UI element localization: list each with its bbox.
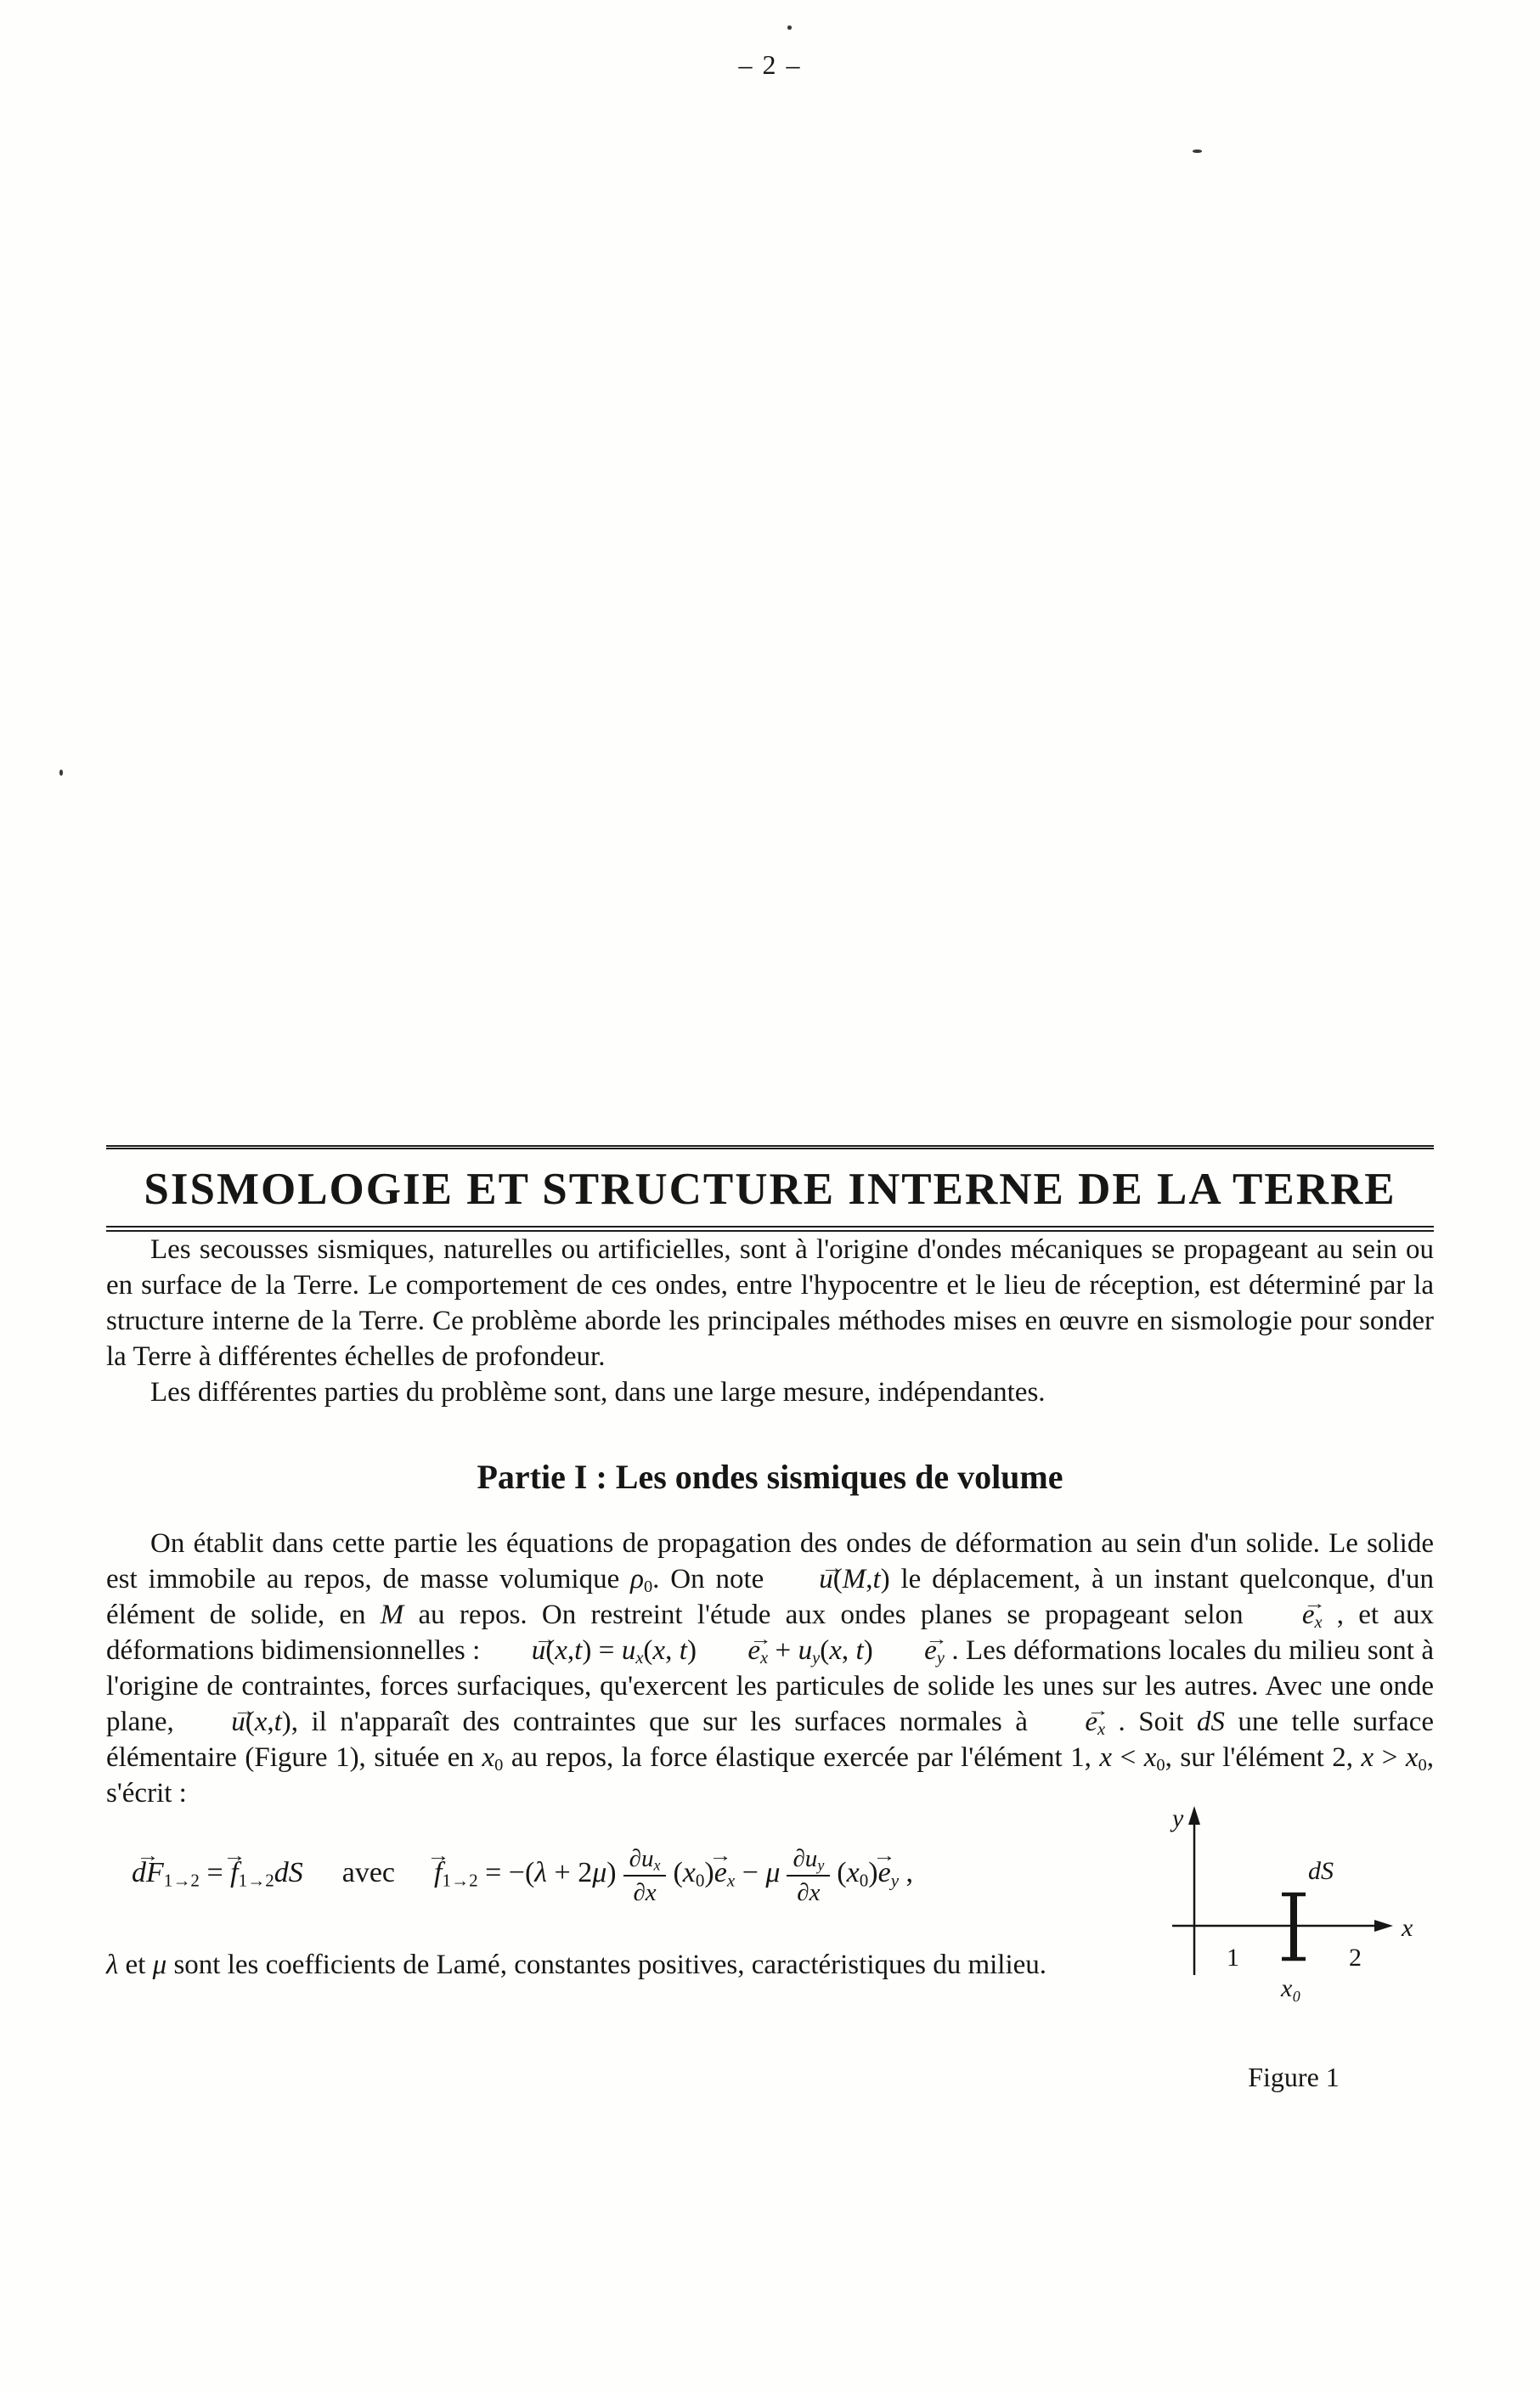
partial-derivative-uy-fraction [787,1843,830,1907]
intro-paragraph-2: Les différentes parties du problème sont, dans une large mesure, indépendantes. [150,1377,1046,1408]
fraction-denominator: ∂x [797,1879,821,1907]
partial-derivative-ux-fraction [623,1843,667,1907]
intro-paragraph-1: Les secousses sismiques, naturelles ou artificielles, sont à l'origine d'ondes mécaniques se propageant au sein ou en surface de la Terre. Le comportement de ces ondes, entre l'hypocentre et le lieu de réception, est déterminé par la structure interne de la Terre. Ce problème aborde les principales méthodes mises en œuvre en sismologie pour sonder la Terre à différentes échelles de profondeur. [106,1234,1434,1372]
equation-figure-row [106,1804,1434,2093]
part1-paragraph: On établit dans cette partie les équations de propagation des ondes de déformation au sein d'un solide. Le solide est immobile au repos, de masse volumique $\rho_0$. On note u →(M,t) le déplacement, à un instant quelconque, d'un élément de solide, en M au repos. On restreint l'étude aux ondes planes se propageant selon $e \to_x$ , et aux déformations bidimensionnelles : $u \to(x,t) = u_x(x$, t) $e \to_x + u_y(x$, t) $e \to_y$ . Les déformations locales du milieu sont à l'origine de contraintes, forces surfaciques, qu'exercent les particules de solide les unes sur les autres. Avec une onde plane, u →(x,t), il n'apparaît des contraintes que sur les surfaces normales à $e \to_x$ . Soit dS une telle surface élémentaire (Figure 1), située en $x_0$ au repos, la force élastique exercée par l'élément 1, $x < x_0$, sur l'élément 2, $x > x_0$, s'écrit : [106,1526,1434,1811]
fraction-denominator: ∂x [633,1879,657,1907]
fraction-numerator: $\partial u_y$ [787,1843,830,1877]
y-axis-label: y [1172,1804,1184,1832]
scan-speck [59,770,63,776]
figure-1-diagram [1154,1799,1434,2054]
figure-1 [1154,1799,1434,2093]
equation-column [106,1843,1154,2093]
fraction-numerator: $\partial u_x$ [623,1843,667,1877]
region-2-label: 2 [1349,1944,1362,1972]
figure-caption: Figure 1 [1248,2062,1340,2092]
y-axis-arrowhead [1188,1806,1200,1825]
x-axis-arrowhead [1374,1920,1393,1932]
blank-region [0,82,1540,1145]
force-equation [106,1843,1154,1907]
x0-label: x₀ [1281,1974,1301,2002]
equation-rhs-head: $f \to_{1\to 2} = -(\lambda + 2\mu)$ [434,1857,617,1888]
scan-speck [787,25,792,30]
ds-label: dS [1308,1857,1334,1885]
page-number: – 2 – [738,49,802,80]
equation-lhs: dF $\to_{1\to 2} = f \to_{1\to 2}dS$ [132,1857,303,1888]
lame-coefficients-note: λ et μ sont les coefficients de Lamé, constantes positives, caractéristiques du milieu. [106,1949,1047,1980]
region-1-label: 1 [1227,1944,1239,1972]
equation-rhs-mid: $(x_0)e \to_x - \mu$ [673,1857,780,1888]
document-title: SISMOLOGIE ET STRUCTURE INTERNE DE LA TERRE [144,1165,1396,1214]
equation-rhs-tail: $(x_0)e \to_y$ , [837,1857,913,1888]
x-axis-label: x [1402,1914,1413,1942]
scan-speck [1193,150,1202,153]
title-block [106,1145,1434,1232]
equation-avec-label: avec [341,1857,396,1889]
content-column [0,1145,1540,2093]
part1-heading: Partie I : Les ondes sismiques de volume [477,1458,1063,1496]
